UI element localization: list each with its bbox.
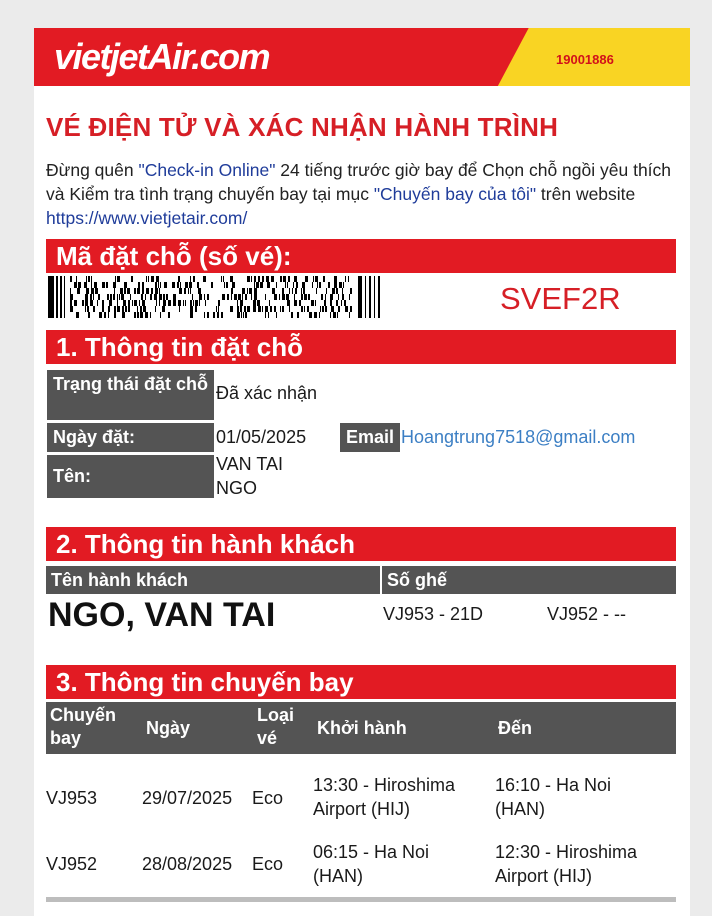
- col-depart-header: Khởi hành: [317, 718, 407, 738]
- email-value[interactable]: Hoangtrung7518@gmail.com: [401, 427, 636, 447]
- seat-outbound: VJ953 - 21D: [383, 604, 484, 624]
- flight-number: VJ953: [46, 788, 98, 808]
- col-flight-header: Chuyến bay: [50, 705, 117, 748]
- barcode-image: [48, 276, 382, 318]
- status-value: Đã xác nhận: [216, 383, 318, 403]
- website-link[interactable]: https://www.vietjetair.com/: [46, 208, 248, 228]
- booking-code-value: SVEF2R: [500, 281, 621, 316]
- booking-date-value: 01/05/2025: [216, 427, 307, 447]
- flight-number: VJ952: [46, 854, 98, 874]
- intro-part3: trên website: [536, 184, 636, 204]
- status-label: Trạng thái đặt chỗ: [47, 370, 214, 420]
- name-label: Tên:: [47, 455, 214, 498]
- name-line2: NGO: [216, 478, 258, 498]
- intro-text: [46, 158, 686, 230]
- section3-heading: 3. Thông tin chuyến bay: [46, 665, 676, 699]
- bottom-divider: [46, 897, 676, 902]
- name-line1: VAN TAI: [216, 454, 284, 474]
- my-flights-link[interactable]: "Chuyến bay của tôi": [373, 184, 537, 204]
- col-type-header: Loại vé: [257, 705, 295, 748]
- arrival-line2: (HAN): [495, 799, 545, 819]
- flight-date: 28/08/2025: [142, 854, 233, 874]
- vietjet-logo[interactable]: vietjetAir.com: [54, 36, 270, 77]
- brand-header: [34, 28, 690, 86]
- intro-part1: Đừng quên: [46, 160, 139, 180]
- checkin-online-link[interactable]: "Check-in Online": [138, 160, 276, 180]
- fare-type: Eco: [252, 854, 284, 874]
- passenger-name-header: Tên hành khách: [46, 566, 380, 594]
- hotline-number[interactable]: 19001886: [556, 52, 614, 67]
- booking-code-heading: Mã đặt chỗ (số vé):: [46, 239, 676, 273]
- departure-line1: 13:30 - Hiroshima: [313, 775, 456, 795]
- section2-heading: 2. Thông tin hành khách: [46, 527, 676, 561]
- flight-date: 29/07/2025: [142, 788, 233, 808]
- col-date-header: Ngày: [146, 718, 191, 738]
- departure-line2: (HAN): [313, 866, 363, 886]
- ticket-card: [34, 28, 690, 916]
- email-label: Email: [340, 423, 400, 452]
- passenger-name: NGO, VAN TAI: [48, 596, 276, 634]
- intro-part2: 24 tiếng trước giờ bay để Chọn chỗ ngồi yêu thích và Kiểm tra tình trạng chuyến bay tại mục: [46, 160, 672, 204]
- arrival-line1: 12:30 - Hiroshima: [495, 842, 638, 862]
- seat-header: Số ghế: [382, 566, 676, 594]
- page-title: VÉ ĐIỆN TỬ VÀ XÁC NHẬN HÀNH TRÌNH: [46, 112, 559, 142]
- departure-line2: Airport (HIJ): [313, 799, 411, 819]
- departure-line1: 06:15 - Ha Noi: [313, 842, 430, 862]
- fare-type: Eco: [252, 788, 284, 808]
- booking-date-label: Ngày đặt:: [47, 423, 214, 452]
- section1-heading: 1. Thông tin đặt chỗ: [46, 330, 676, 364]
- col-arrive-header: Đến: [498, 718, 533, 738]
- arrival-line2: Airport (HIJ): [495, 866, 593, 886]
- seat-return: VJ952 - --: [547, 604, 627, 624]
- arrival-line1: 16:10 - Ha Noi: [495, 775, 612, 795]
